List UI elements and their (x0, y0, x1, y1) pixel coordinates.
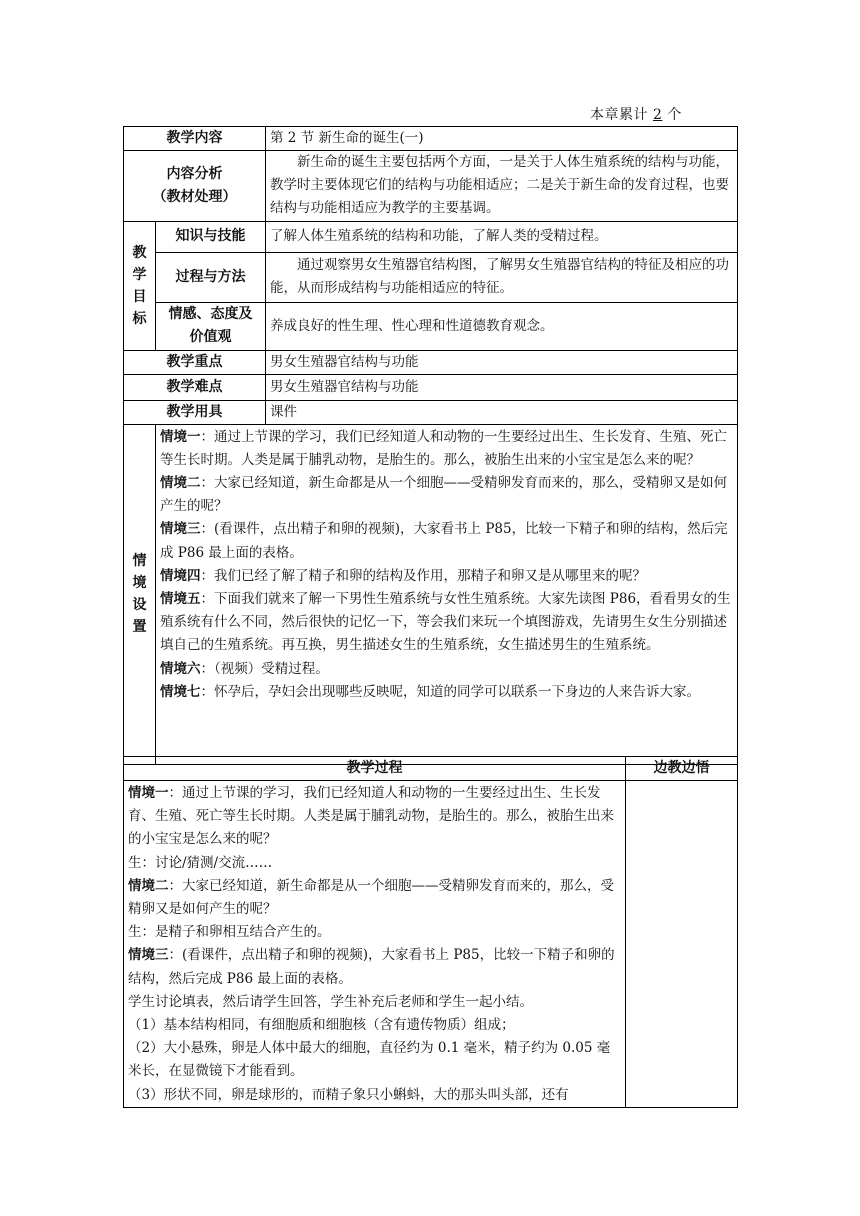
row-key-points (124, 350, 738, 374)
reflection-content (626, 781, 738, 1108)
knowledge-value: 了解人体生殖系统的结构和功能，了解人类的受精过程。 (266, 221, 738, 252)
process-line: 情境二：大家已经知道，新生命都是从一个细胞——受精卵发育而来的，那么，受精卵又是如何产生的呢？ (128, 877, 614, 918)
process-content (124, 781, 626, 1108)
analysis-label-line1: 内容分析 (166, 165, 223, 182)
difficulty-value: 男女生殖器官结构与功能 (266, 374, 738, 400)
scenarios-cell (156, 424, 738, 764)
knowledge-label: 知识与技能 (156, 221, 266, 252)
scenario-item: 情境一：通过上节课的学习，我们已经知道人和动物的一生要经过出生、生长发育、生殖、死亡等生长时期。人类是属于脯乳动物，是胎生的。那么，被胎生出来的小宝宝是怎么来的呢？ (160, 428, 727, 468)
analysis-label (124, 151, 266, 222)
cumulative-number: 2 (652, 107, 663, 123)
lesson-plan-table (123, 126, 738, 765)
process-line: 生：是精子和卵相互结合产生的。 (128, 924, 331, 941)
process-line: （2）大小悬殊，卵是人体中最大的细胞，直径约为 0.1 毫米，精子约为 0.05 毫米长，在显微镜下才能看到。 (128, 1040, 611, 1080)
scenario-item: 情境五：下面我们就来了解一下男性生殖系统与女性生殖系统。大家先读图 P86，看看男女的生殖系统有什么不同，然后很快的记忆一下，等会我们来玩一个填图游戏，先请男生女生分别描述填自己的生殖系统。再互换，男生描述女生的生殖系统，女生描述男生的生殖系统。 (160, 591, 731, 654)
goals-vertical-label: 教 学 目 标 (124, 221, 156, 350)
scenario-item: 情境二：大家已经知道，新生命都是从一个细胞——受精卵发育而来的，那么，受精卵又是如何产生的呢？ (160, 475, 727, 515)
content-value: 第 2 节 新生命的诞生(一) (266, 127, 738, 151)
difficulty-label: 教学难点 (124, 374, 266, 400)
tools-value: 课件 (266, 400, 738, 424)
key-value: 男女生殖器官结构与功能 (266, 350, 738, 374)
scenario-item: 情境四：我们已经了解了精子和卵的结构及作用，那精子和卵又是从哪里来的呢？ (160, 567, 646, 584)
process-value: 通过观察男女生殖器官结构图，了解男女生殖器官结构的特征及相应的功能，从而形成结构与功能相适应的特征。 (266, 252, 738, 302)
process-line: 生：讨论/猜测/交流…… (128, 854, 273, 871)
scenario-item: 情境七：怀孕后，孕妇会出现哪些反映呢，知道的同学可以联系一下身边的人来告诉大家。 (160, 683, 700, 700)
emotion-label (156, 302, 266, 350)
row-difficulty (124, 374, 738, 400)
row-content (124, 127, 738, 151)
row-emotion (124, 302, 738, 350)
row-process-method (124, 252, 738, 302)
chapter-cumulative-count (590, 104, 682, 124)
row-scenarios (124, 424, 738, 764)
teaching-process-table (123, 756, 738, 1108)
analysis-value: 新生命的诞生主要包括两个方面，一是关于人体生殖系统的结构与功能，教学时主要体现它们的结构与功能相适应；二是关于新生命的发育过程，也要结构与功能相适应为教学的主要基调。 (266, 151, 738, 222)
emotion-label-line1: 情感、态度及 (168, 306, 253, 323)
row-analysis (124, 151, 738, 222)
row-knowledge (124, 221, 738, 252)
process-line: （3）形状不同，卵是球形的，而精子象只小蝌蚪，大的那头叫头部，还有 (128, 1086, 569, 1103)
emotion-label-line2: 价值观 (189, 329, 232, 346)
key-label: 教学重点 (124, 350, 266, 374)
cumulative-suffix: 个 (667, 107, 682, 123)
scenario-item: 情境六：（视频）受精过程。 (160, 660, 329, 677)
process-body-row (124, 781, 738, 1108)
process-line: 情境三：(看课件，点出精子和卵的视频)，大家看书上 P85，比较一下精子和卵的结构，然后完成 P86 最上面的表格。 (128, 947, 615, 987)
tools-label: 教学用具 (124, 400, 266, 424)
process-header: 教学过程 (124, 757, 626, 781)
cumulative-prefix: 本章累计 (590, 107, 648, 123)
process-header-row (124, 757, 738, 781)
row-tools (124, 400, 738, 424)
scenario-item: 情境三：(看课件，点出精子和卵的视频)，大家看书上 P85，比较一下精子和卵的结构，然后完成 P86 最上面的表格。 (160, 521, 728, 561)
process-line: （1）基本结构相同，有细胞质和细胞核（含有遗传物质）组成； (128, 1017, 515, 1034)
scenario-vertical-label: 情 境 设 置 (124, 424, 156, 764)
process-label: 过程与方法 (156, 252, 266, 302)
content-label: 教学内容 (124, 127, 266, 151)
analysis-label-line2: （教材处理） (152, 188, 237, 205)
process-line: 情境一：通过上节课的学习，我们已经知道人和动物的一生要经过出生、生长发育、生殖、死亡等生长时期。人类是属于脯乳动物，是胎生的。那么，被胎生出来的小宝宝是怎么来的呢？ (128, 785, 614, 848)
reflection-header: 边教边悟 (626, 757, 738, 781)
emotion-value: 养成良好的性生理、性心理和性道德教育观念。 (266, 302, 738, 350)
process-line: 学生讨论填表，然后请学生回答，学生补充后老师和学生一起小结。 (128, 993, 533, 1010)
